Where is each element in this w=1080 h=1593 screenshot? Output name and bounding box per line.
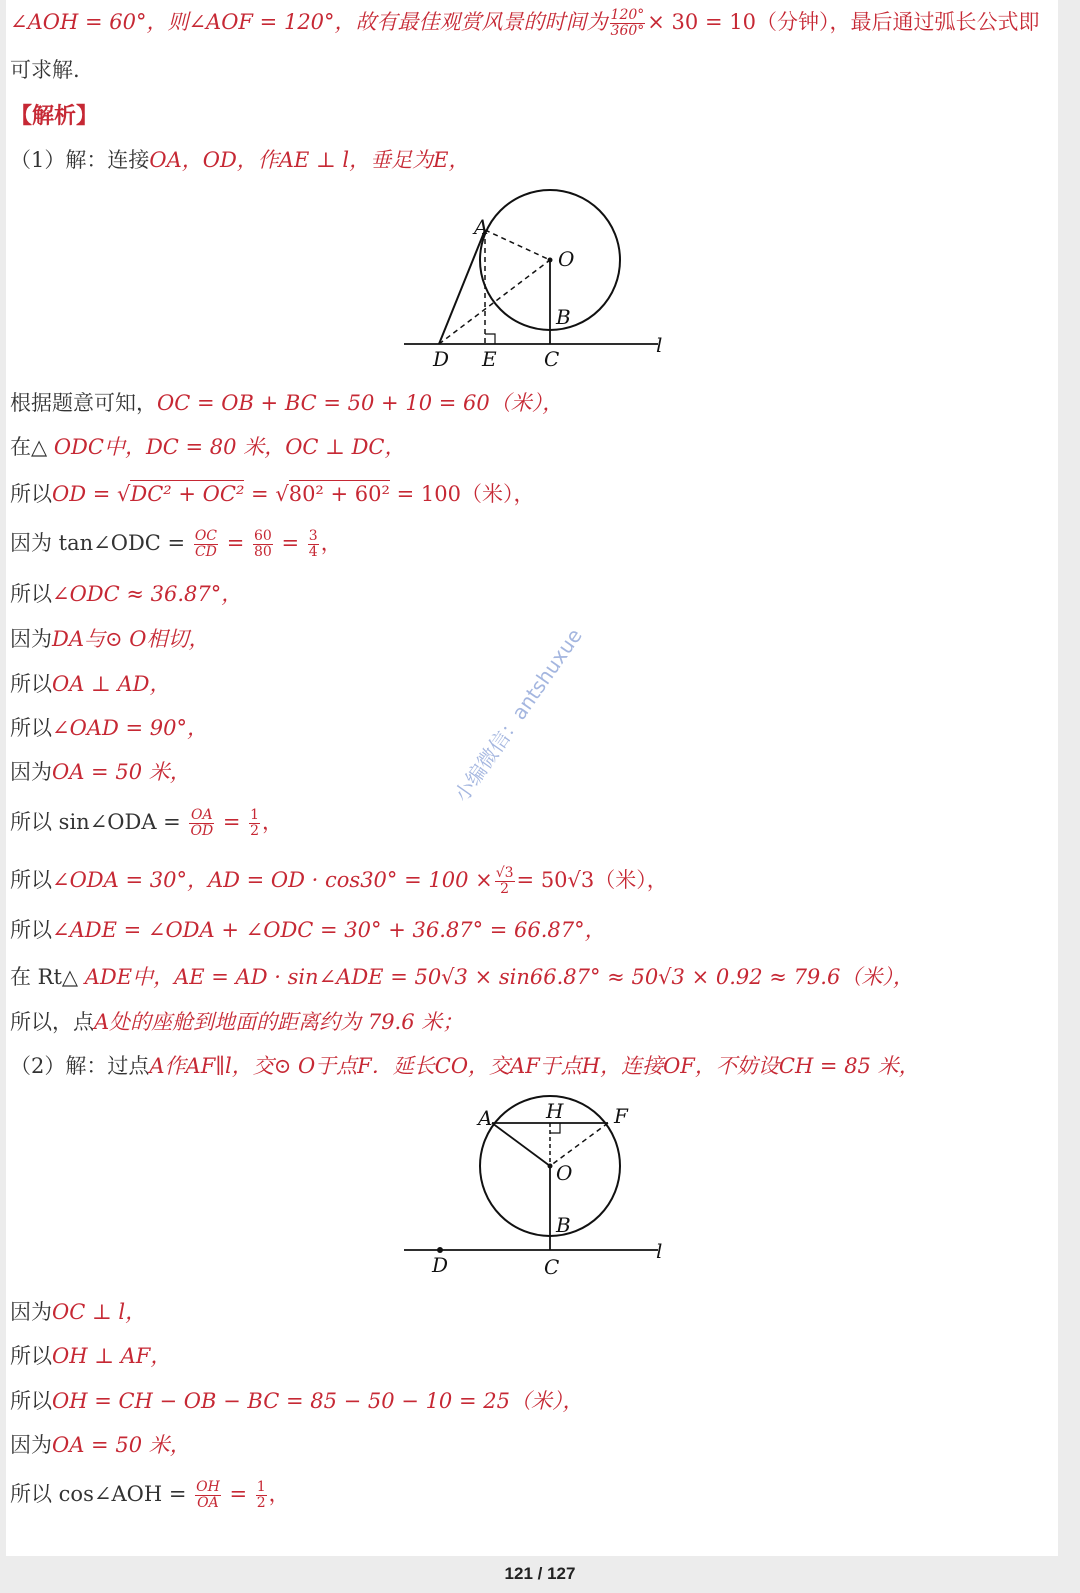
fraction-numerator: √3 [495,865,514,881]
plain-text: 所以 [10,1344,52,1368]
label-o: O [556,1161,573,1185]
sqrt-radicand: DC² + OC² [130,482,245,506]
fraction-numerator: 60 [253,528,272,544]
text-line [10,714,208,742]
punctuation: ， [320,531,342,555]
math-text: A作AF∥l，交⊙ O于点F．延长CO，交AF于点H，连接OF，不妨设CH = 85 米， [149,1054,920,1078]
label-a: A [478,1106,493,1130]
fraction-numerator: OA [191,807,213,823]
fraction-numerator: 1 [256,1479,266,1495]
fraction-denominator: 2 [256,1495,266,1511]
math-text: OH = CH − OB − BC = 85 − 50 − 10 = 25（米）， [52,1389,584,1413]
text-line [10,1387,583,1415]
label-h: H [546,1099,564,1123]
label-f: F [614,1104,628,1128]
point-o [548,1164,553,1169]
section-heading: 【解析】 [10,103,99,129]
text-line [10,1431,191,1459]
page-number: 121 / 127 [504,1564,576,1583]
plain-text: 所以 [10,918,52,942]
punctuation: ， [262,810,284,834]
text-line [10,758,191,786]
math-text: OA = 50 米， [52,760,191,784]
math-text: 因为 tan∠ODC = [10,531,192,555]
fraction [308,529,319,560]
text-line [10,1008,463,1036]
fraction [256,1480,267,1511]
watermark: 小编微信：antshuxue [449,624,587,807]
math-text: OC = OB + BC = 50 + 10 = 60（米）， [157,391,564,415]
document-page [6,0,1058,1556]
label-d: D [433,347,450,371]
fraction [194,529,218,560]
fraction [195,1480,221,1511]
plain-text: 所以，点 [10,1010,94,1034]
text-line [10,529,342,560]
plain-text: 所以 [10,672,52,696]
math-text: OH ⊥ AF， [52,1344,172,1368]
label-l: l [656,333,663,357]
label-a: A [474,215,489,239]
segment-ao [485,230,550,260]
label-l: l [656,1239,663,1263]
plain-text: 所以 [10,868,52,892]
math-text: = 100（米）， [389,482,535,506]
label-b: B [556,305,571,329]
math-text: = √ [244,482,289,506]
text-line [10,8,1039,39]
text-line [10,808,283,839]
text-line [10,1052,920,1080]
math-text: ∠ADE = ∠ODA + ∠ODC = 30° + 36.87° = 66.87°， [52,918,606,942]
fraction [249,808,260,839]
equals-sign: = [220,531,251,555]
fraction [610,8,646,39]
math-text: OA，OD，作AE ⊥ l，垂足为E， [149,148,470,172]
math-text: ODC中，DC = 80 米，OC ⊥ DC， [53,435,406,459]
fraction-denominator: 360° [610,23,645,39]
fraction-numerator: 120° [610,7,645,23]
plain-text: 根据题意可知， [10,391,157,415]
plain-text: 所以 [10,716,52,740]
plain-text: 因为 [10,1300,52,1324]
math-text: OD = √ [52,482,131,506]
math-text: ∠ODC ≈ 36.87°， [52,582,243,606]
plain-text: 因为 [10,627,52,651]
point-o [548,258,553,263]
fraction-denominator: 2 [250,823,260,839]
text-line [10,963,914,991]
plain-text: 所以 [10,482,52,506]
geometry-figure-2 [396,1090,686,1280]
right-angle-mark [550,1123,560,1133]
math-text: ADE中，AE = AD · sin∠ADE = 50√3 × sin66.87° ≈ 50√3 × 0.92 ≈ 79.6（米）， [84,965,914,989]
fraction-denominator: OD [190,823,214,839]
fraction-numerator: OC [194,528,218,544]
fraction [253,529,273,560]
math-text: 所以 sin∠ODA = [10,810,188,834]
math-text: OA = 50 米， [52,1433,191,1457]
text-line [10,1342,171,1370]
equals-sign: = [274,531,306,555]
fraction-numerator: 3 [308,528,318,544]
text-line [10,580,242,608]
text-line [10,146,469,174]
fraction-denominator: CD [194,544,217,560]
fraction [495,866,515,897]
text-line [10,866,668,897]
math-text: ∠ODA = 30°，AD = OD · cos30° = 100 × [52,868,493,892]
sqrt-radicand: 80² + 60² [288,482,390,506]
text-line [10,916,606,944]
label-c: C [544,347,560,371]
label-c: C [544,1255,560,1279]
equals-sign: = [216,810,248,834]
text-line [10,625,210,653]
label-o: O [558,247,575,271]
text-line [10,433,406,461]
plain-text: （2）解：过点 [10,1054,150,1078]
plain-text: 在△ [10,435,54,459]
fraction [189,808,214,839]
plain-text: 所以 [10,1389,52,1413]
equals-sign: = [222,1482,254,1506]
geometry-figure-1 [396,180,686,380]
math-text: = 50√3（米）， [516,868,668,892]
label-e: E [482,347,497,371]
plain-text: 所以 [10,582,52,606]
fraction-numerator: 1 [250,807,260,823]
math-text: OC ⊥ l， [52,1300,147,1324]
punctuation: ， [268,1482,290,1506]
text-line [10,389,563,417]
math-text: × 30 = 10（分钟），最后通过弧长公式即 [647,10,1040,34]
plain-text: 在 Rt△ [10,965,85,989]
label-d: D [432,1253,449,1277]
math-text: OA ⊥ AD， [52,672,171,696]
plain-text: 因为 [10,1433,52,1457]
right-angle-mark [485,334,495,344]
text-line [10,1480,290,1511]
plain-text: （1）解：连接 [10,148,150,172]
text-line: 可求解. [10,58,80,82]
math-text: ∠AOH = 60°，则∠AOF = 120°，故有最佳观赏风景的时间为 [10,10,608,34]
fraction-denominator: 80 [253,544,272,560]
math-text: DA与⊙ O相切， [52,627,210,651]
fraction-denominator: 4 [308,544,318,560]
fraction-denominator: 2 [500,881,510,897]
segment-ao [492,1123,550,1166]
fraction-numerator: OH [196,1479,220,1495]
math-text: 所以 cos∠AOH = [10,1482,194,1506]
plain-text: 因为 [10,760,52,784]
segment-of [550,1123,608,1166]
fraction-denominator: OA [197,1495,219,1511]
text-line [10,480,534,508]
text-line [10,1298,146,1326]
math-text: A处的座舱到地面的距离约为 79.6 米； [94,1010,464,1034]
math-text: ∠OAD = 90°， [52,716,208,740]
label-b: B [556,1213,571,1237]
text-line [10,670,170,698]
